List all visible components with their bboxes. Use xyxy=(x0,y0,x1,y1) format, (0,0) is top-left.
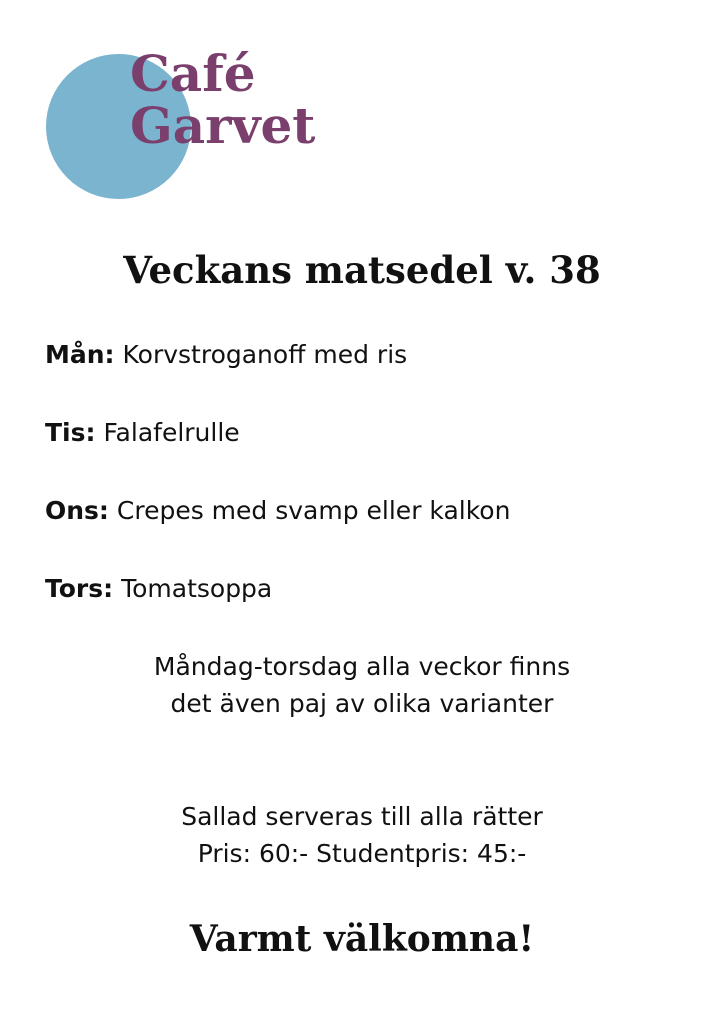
salad-note: Sallad serveras till alla rätter xyxy=(181,802,543,831)
cafe-logo xyxy=(46,44,346,204)
menu-dish: Crepes med svamp eller kalkon xyxy=(116,496,511,525)
menu-title: Veckans matsedel v. 38 xyxy=(123,248,601,292)
welcome-text: Varmt välkomna! xyxy=(189,918,535,960)
menu-day: Tors: xyxy=(45,574,114,603)
menu-item-thursday xyxy=(45,572,705,650)
menu-day: Mån: xyxy=(45,340,115,369)
menu-dish: Tomatsoppa xyxy=(121,574,273,603)
pie-note xyxy=(0,648,724,722)
menu-item-tuesday xyxy=(45,416,705,494)
menu-day: Ons: xyxy=(45,496,109,525)
logo-text xyxy=(130,44,316,155)
menu-dish: Falafelrulle xyxy=(103,418,240,447)
menu-item-wednesday xyxy=(45,494,705,572)
pie-note-line-2: det även paj av olika varianter xyxy=(170,689,554,718)
price-note xyxy=(0,798,724,872)
price-line: Pris: 60:- Studentpris: 45:- xyxy=(197,839,527,868)
logo-line-1: Café xyxy=(130,44,256,103)
menu-day: Tis: xyxy=(45,418,96,447)
logo-line-2: Garvet xyxy=(130,96,316,155)
pie-note-line-1: Måndag-torsdag alla veckor finns xyxy=(153,652,571,681)
menu-item-monday xyxy=(45,338,705,416)
weekly-menu-list xyxy=(45,338,705,650)
menu-dish: Korvstroganoff med ris xyxy=(122,340,408,369)
